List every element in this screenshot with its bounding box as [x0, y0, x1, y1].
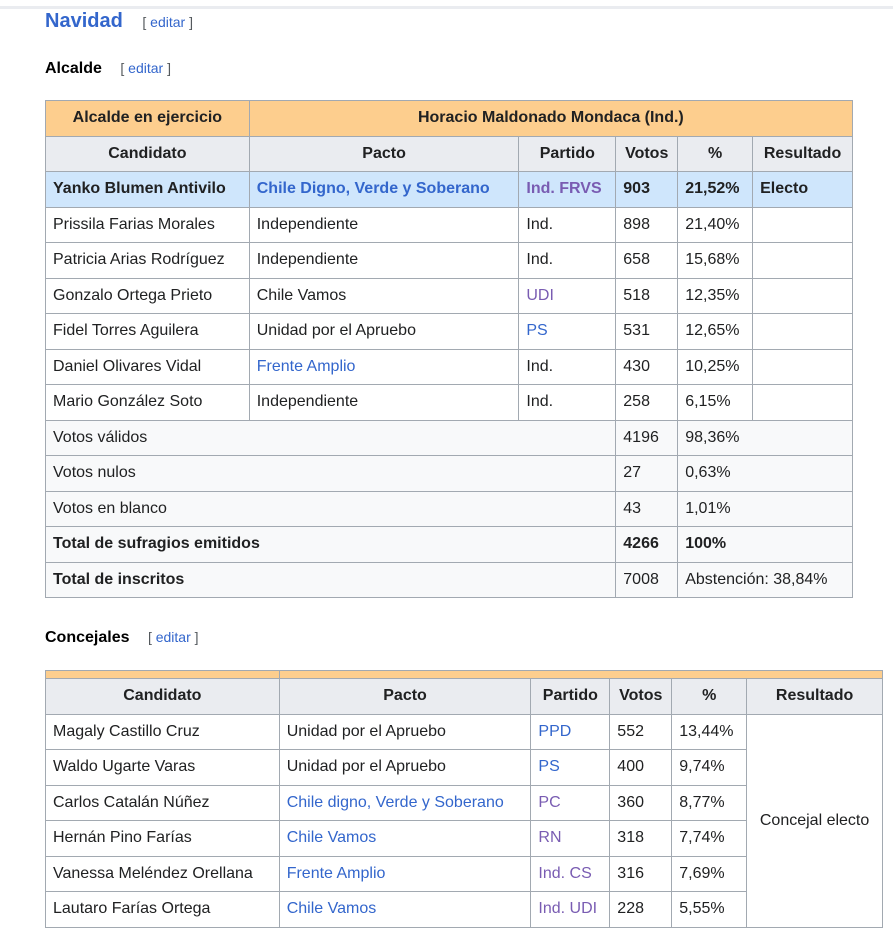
header-partido: Partido — [531, 679, 610, 715]
header-pct: % — [678, 136, 753, 172]
candidate-name: Hernán Pino Farías — [46, 821, 280, 857]
candidate-name: Mario González Soto — [46, 385, 250, 421]
subsection-title-alcalde: Alcalde — [45, 60, 102, 77]
summary-label: Total de inscritos — [46, 562, 616, 598]
pacto-link[interactable]: Chile Vamos — [279, 821, 531, 857]
votes: 430 — [616, 349, 678, 385]
result — [753, 349, 853, 385]
percent: 12,35% — [678, 278, 753, 314]
table-row — [46, 172, 853, 208]
section-title: Navidad — [45, 10, 123, 32]
votes: 258 — [616, 385, 678, 421]
candidate-name: Vanessa Meléndez Orellana — [46, 856, 280, 892]
table-row — [46, 349, 853, 385]
percent: 10,25% — [678, 349, 753, 385]
candidate-name: Prissila Farias Morales — [46, 207, 250, 243]
incumbent-row — [46, 101, 853, 137]
summary-row — [46, 456, 853, 492]
candidate-name: Gonzalo Ortega Prieto — [46, 278, 250, 314]
pacto-link[interactable]: Chile digno, Verde y Soberano — [279, 785, 531, 821]
summary-label: Votos en blanco — [46, 491, 616, 527]
header-pacto: Pacto — [249, 136, 519, 172]
pacto: Independiente — [249, 385, 519, 421]
candidate-name: Carlos Catalán Núñez — [46, 785, 280, 821]
summary-row — [46, 491, 853, 527]
candidate-name: Fidel Torres Aguilera — [46, 314, 250, 350]
votes: 518 — [616, 278, 678, 314]
pacto: Unidad por el Apruebo — [249, 314, 519, 350]
candidate-name: Waldo Ugarte Varas — [46, 750, 280, 786]
percent: 13,44% — [672, 714, 747, 750]
result — [753, 243, 853, 279]
summary-pct: 98,36% — [678, 420, 853, 456]
header-candidato: Candidato — [46, 679, 280, 715]
header-votos: Votos — [616, 136, 678, 172]
party-link[interactable]: PS — [531, 750, 610, 786]
incumbent-name: Horacio Maldonado Mondaca (Ind.) — [249, 101, 852, 137]
party-link[interactable]: Ind. CS — [531, 856, 610, 892]
result: Electo — [753, 172, 853, 208]
pacto-link[interactable]: Frente Amplio — [249, 349, 519, 385]
header-candidato: Candidato — [46, 136, 250, 172]
votes: 360 — [610, 785, 672, 821]
votes: 658 — [616, 243, 678, 279]
edit-link-wrapper: [ editar ] — [147, 629, 199, 645]
pacto: Unidad por el Apruebo — [279, 750, 531, 786]
summary-pct: 1,01% — [678, 491, 853, 527]
candidate-name: Yanko Blumen Antivilo — [46, 172, 250, 208]
summary-pct: 0,63% — [678, 456, 853, 492]
pacto: Chile Vamos — [249, 278, 519, 314]
pacto: Unidad por el Apruebo — [279, 714, 531, 750]
color-band-row — [46, 671, 883, 679]
pacto-link[interactable]: Frente Amplio — [279, 856, 531, 892]
concejales-results-table — [45, 670, 883, 928]
summary-votes: 43 — [616, 491, 678, 527]
subsection-heading-alcalde — [45, 60, 171, 78]
result — [753, 278, 853, 314]
header-resultado: Resultado — [753, 136, 853, 172]
votes: 531 — [616, 314, 678, 350]
header-resultado: Resultado — [747, 679, 883, 715]
edit-link-wrapper: [ editar ] — [142, 14, 193, 30]
percent: 6,15% — [678, 385, 753, 421]
pacto: Independiente — [249, 243, 519, 279]
party: Ind. — [519, 243, 616, 279]
percent: 7,74% — [672, 821, 747, 857]
result-merged: Concejal electo — [747, 714, 883, 927]
section-heading-navidad — [45, 10, 193, 33]
party-link[interactable]: Ind. UDI — [531, 892, 610, 928]
party-link[interactable]: PPD — [531, 714, 610, 750]
percent: 9,74% — [672, 750, 747, 786]
percent: 15,68% — [678, 243, 753, 279]
incumbent-label: Alcalde en ejercicio — [46, 101, 250, 137]
percent: 5,55% — [672, 892, 747, 928]
percent: 12,65% — [678, 314, 753, 350]
header-pct: % — [672, 679, 747, 715]
party-link[interactable]: PC — [531, 785, 610, 821]
header-partido: Partido — [519, 136, 616, 172]
pacto-link[interactable]: Chile Digno, Verde y Soberano — [249, 172, 519, 208]
party: Ind. — [519, 207, 616, 243]
header-row — [46, 136, 853, 172]
color-band — [279, 671, 882, 679]
subsection-heading-concejales — [45, 629, 199, 647]
summary-row — [46, 527, 853, 563]
votes: 316 — [610, 856, 672, 892]
pacto-link[interactable]: Chile Vamos — [279, 892, 531, 928]
summary-label: Votos válidos — [46, 420, 616, 456]
top-divider — [0, 6, 893, 9]
summary-row — [46, 420, 853, 456]
summary-pct: Abstención: 38,84% — [678, 562, 853, 598]
summary-votes: 4196 — [616, 420, 678, 456]
result — [753, 207, 853, 243]
summary-label: Total de sufragios emitidos — [46, 527, 616, 563]
party-link[interactable]: RN — [531, 821, 610, 857]
summary-votes: 4266 — [616, 527, 678, 563]
candidate-name: Daniel Olivares Vidal — [46, 349, 250, 385]
edit-link-alcalde[interactable]: editar — [128, 60, 164, 76]
table-row — [46, 278, 853, 314]
color-band — [46, 671, 280, 679]
votes: 903 — [616, 172, 678, 208]
party: Ind. — [519, 385, 616, 421]
votes: 898 — [616, 207, 678, 243]
summary-pct: 100% — [678, 527, 853, 563]
percent: 21,40% — [678, 207, 753, 243]
header-votos: Votos — [610, 679, 672, 715]
party-link[interactable]: PS — [519, 314, 616, 350]
percent: 7,69% — [672, 856, 747, 892]
result — [753, 314, 853, 350]
percent: 8,77% — [672, 785, 747, 821]
edit-link-concejales[interactable]: editar — [155, 629, 191, 645]
candidate-name: Magaly Castillo Cruz — [46, 714, 280, 750]
edit-link-navidad[interactable]: editar — [150, 14, 186, 30]
pacto: Independiente — [249, 207, 519, 243]
table-row — [46, 207, 853, 243]
subsection-title-concejales: Concejales — [45, 629, 130, 646]
summary-votes: 7008 — [616, 562, 678, 598]
summary-votes: 27 — [616, 456, 678, 492]
table-row — [46, 314, 853, 350]
table-row — [46, 243, 853, 279]
header-row — [46, 679, 883, 715]
party: Ind. — [519, 349, 616, 385]
summary-row — [46, 562, 853, 598]
result — [753, 385, 853, 421]
candidate-name: Lautaro Farías Ortega — [46, 892, 280, 928]
party-link[interactable]: UDI — [519, 278, 616, 314]
table-row — [46, 714, 883, 750]
votes: 400 — [610, 750, 672, 786]
header-pacto: Pacto — [279, 679, 531, 715]
percent: 21,52% — [678, 172, 753, 208]
votes: 318 — [610, 821, 672, 857]
edit-link-wrapper: [ editar ] — [120, 60, 171, 76]
summary-label: Votos nulos — [46, 456, 616, 492]
alcalde-results-table — [45, 100, 853, 598]
party-link[interactable]: Ind. FRVS — [519, 172, 616, 208]
table-row — [46, 385, 853, 421]
votes: 552 — [610, 714, 672, 750]
votes: 228 — [610, 892, 672, 928]
candidate-name: Patricia Arias Rodríguez — [46, 243, 250, 279]
